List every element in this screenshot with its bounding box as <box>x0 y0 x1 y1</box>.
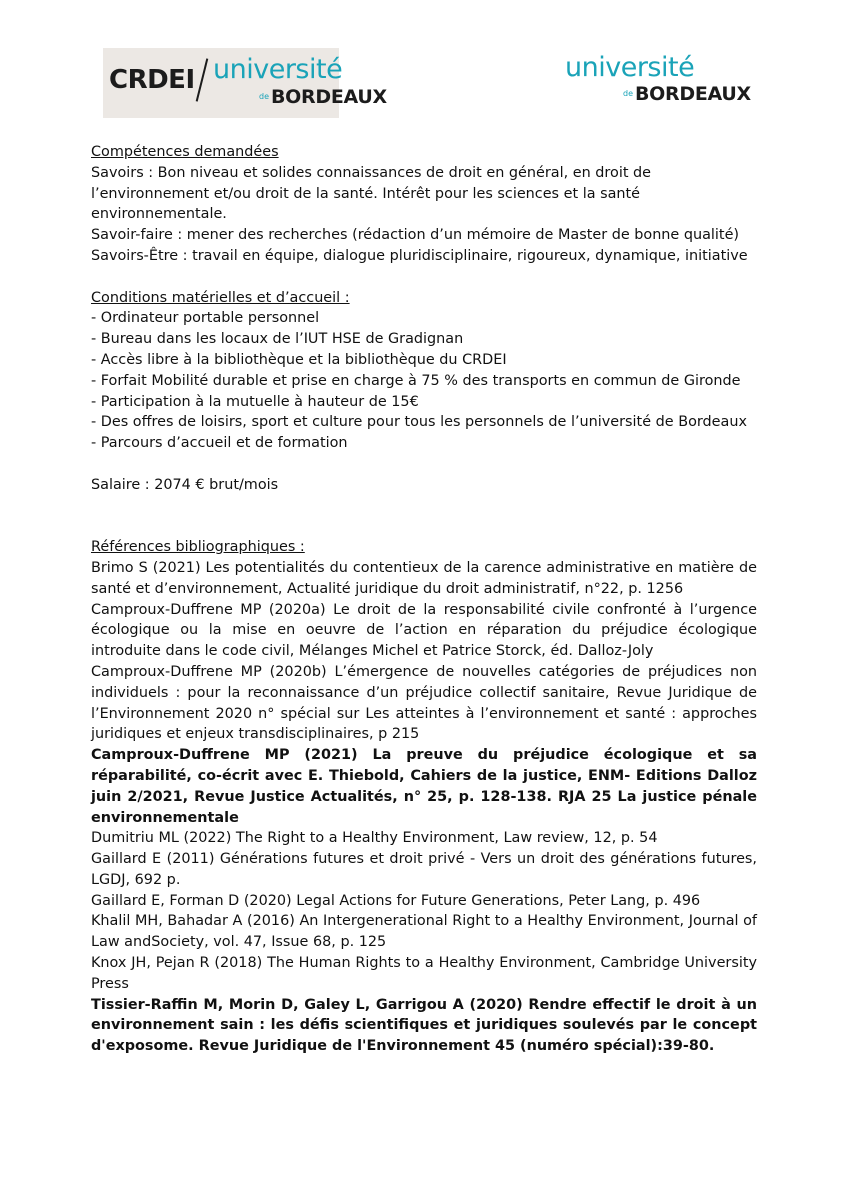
crdei-universite-bordeaux-logo <box>103 48 387 118</box>
universite-logo-text: université <box>565 52 695 83</box>
competences-heading: Compétences demandées <box>91 144 279 160</box>
bordeaux-logo-text: BORDEAUX <box>635 83 751 105</box>
reference-item: Knox JH, Pejan R (2018) The Human Rights to a Healthy Environment, Cambridge University Press <box>91 955 757 992</box>
universite-bordeaux-logo <box>565 52 751 108</box>
reference-item: Tissier-Raffin M, Morin D, Galey L, Garrigou A (2020) Rendre effectif le droit à un environnement sain : les défis scientifiques et juridiques soulevés par le concept d'exposome. Revue Juridique de l'Environnement 45 (numéro spécial):39-80. <box>91 996 757 1055</box>
reference-item: Brimo S (2021) Les potentialités du contentieux de la carence administrative en matière de santé et d’environnement, Actualité juridique du droit administratif, n°22, p. 1256 <box>91 559 757 597</box>
document-body <box>91 142 757 1057</box>
list-item: - Participation à la mutuelle à hauteur de 15€ <box>91 392 757 413</box>
reference-item: Camproux-Duffrene MP (2021) La preuve du préjudice écologique et sa réparabilité, co-écrit avec E. Thiebold, Cahiers de la justice, ENM- Editions Dalloz juin 2/2021, Revue Justice Actualités, n° 25, p. 128-138. RJA 25 La justice pénale environnementale <box>91 747 757 826</box>
list-item: - Accès libre à la bibliothèque et la bibliothèque du CRDEI <box>91 350 757 371</box>
reference-item: Dumitriu ML (2022) The Right to a Healthy Environment, Law review, 12, p. 54 <box>91 830 658 847</box>
reference-item: Camproux-Duffrene MP (2020b) L’émergence de nouvelles catégories de préjudices non individuels : pour la reconnaissance d’un préjudice collectif sanitaire, Revue Juridique de l’Environnement 2020 n° spécial sur Les atteintes à l’environnement et santé : approches juridiques et enjeux transdisciplinaires, p 215 <box>91 663 757 743</box>
list-item: - Bureau dans les locaux de l’IUT HSE de Gradignan <box>91 329 757 350</box>
list-item: - Des offres de loisirs, sport et culture pour tous les personnels de l’université de Bordeaux <box>91 412 757 433</box>
crdei-logo-text: CRDEI <box>109 65 195 95</box>
reference-item: Gaillard E (2011) Générations futures et droit privé - Vers un droit des générations futures, LGDJ, 692 p. <box>91 851 757 888</box>
logo-divider <box>196 58 209 101</box>
logo-de-text: de <box>259 92 269 101</box>
salary-text: Salaire : 2074 € brut/mois <box>91 476 279 493</box>
list-item: - Forfait Mobilité durable et prise en charge à 75 % des transports en commun de Gironde <box>91 371 757 392</box>
list-item: - Parcours d’accueil et de formation <box>91 433 757 454</box>
universite-logo-text: université <box>213 54 343 85</box>
reference-item: Khalil MH, Bahadar A (2016) An Intergenerational Right to a Healthy Environment, Journal of Law andSociety, vol. 47, Issue 68, p. 125 <box>91 913 757 951</box>
bordeaux-logo-text: BORDEAUX <box>271 86 387 108</box>
conditions-list <box>91 308 757 454</box>
reference-item: Gaillard E, Forman D (2020) Legal Actions for Future Generations, Peter Lang, p. 496 <box>91 892 701 909</box>
reference-item: Camproux-Duffrene MP (2020a) Le droit de la responsabilité civile confronté à l’urgence écologique ou la mise en oeuvre de l’action en réparation du préjudice écologique introduite dans le code civil, Mélanges Michel et Patrice Storck, éd. Dalloz-Joly <box>91 601 757 660</box>
references-heading: Références bibliographiques : <box>91 539 305 556</box>
conditions-heading: Conditions matérielles et d’accueil : <box>91 289 350 306</box>
competences-savoir-faire: Savoir-faire : mener des recherches (rédaction d’un mémoire de Master de bonne qualité) <box>91 227 740 244</box>
logo-de-text: de <box>623 89 633 98</box>
list-item: - Ordinateur portable personnel <box>91 308 757 329</box>
competences-savoirs: Savoirs : Bon niveau et solides connaissances de droit en général, en droit de l’environnement et/ou droit de la santé. Intérêt pour les sciences et la santé environnementale. <box>91 164 652 223</box>
competences-savoirs-etre: Savoirs-Être : travail en équipe, dialogue pluridisciplinaire, rigoureux, dynamique, initiative <box>91 247 748 264</box>
